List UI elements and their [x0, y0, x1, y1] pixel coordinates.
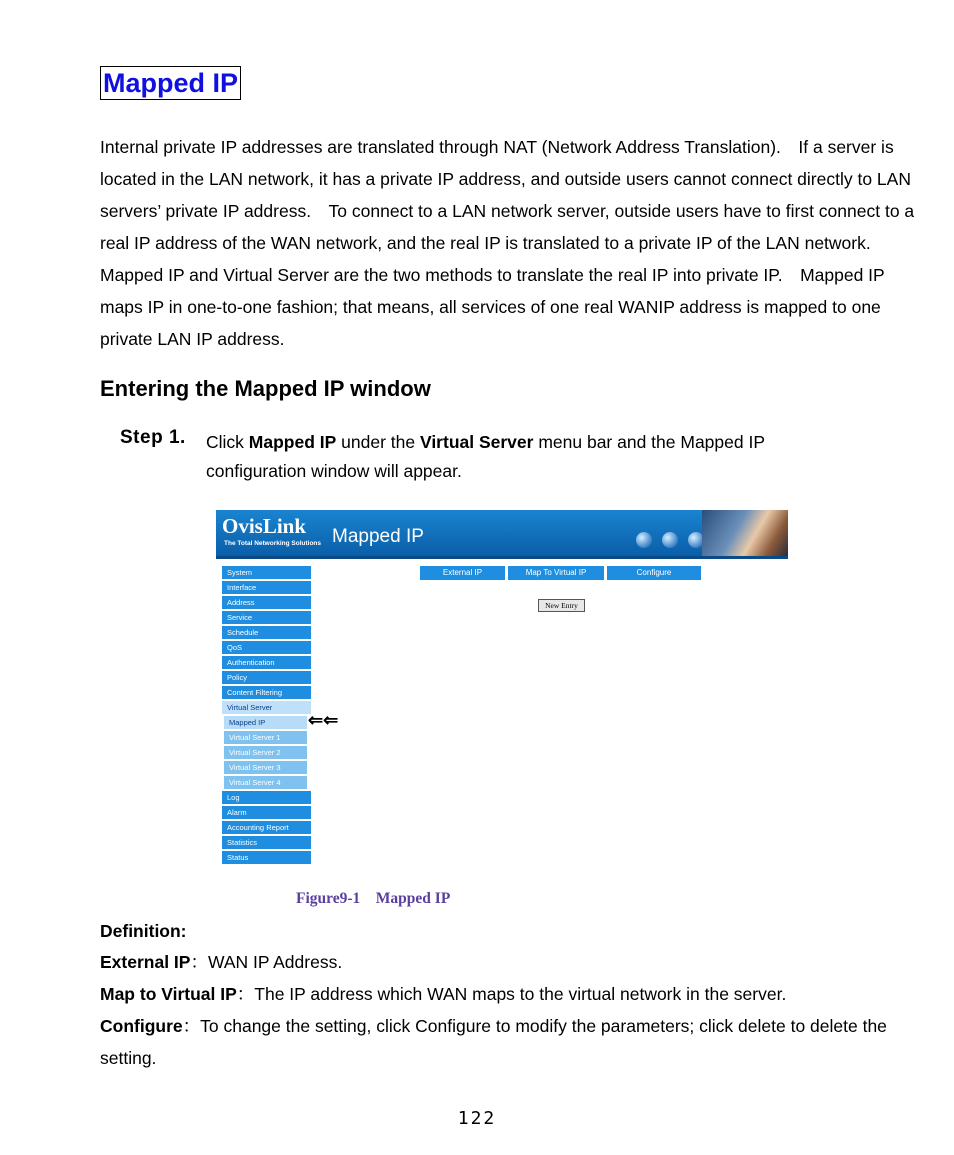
- mapped-ip-screenshot: [216, 510, 788, 874]
- definition-map-to-virtual-ip: Map to Virtual IP：The IP address which WAN maps to the virtual network in the server.: [100, 984, 787, 1004]
- sidebar-menu: [222, 566, 311, 866]
- menu-item-service[interactable]: Service: [222, 611, 311, 624]
- menu-item-authentication[interactable]: Authentication: [222, 656, 311, 669]
- menu-item-statistics[interactable]: Statistics: [222, 836, 311, 849]
- pointer-arrows-icon: ⇐⇐: [308, 710, 339, 730]
- menu-item-status[interactable]: Status: [222, 851, 311, 864]
- column-header-map-to-virtual-ip: Map To Virtual IP: [508, 566, 604, 580]
- submenu-item-mapped-ip[interactable]: Mapped IP: [224, 716, 307, 729]
- ovislink-logo: OvisLink: [222, 514, 307, 538]
- submenu-item-virtual-server-3[interactable]: Virtual Server 3: [224, 761, 307, 774]
- logo-tagline: The Total Networking Solutions: [224, 540, 322, 547]
- menu-item-schedule[interactable]: Schedule: [222, 626, 311, 639]
- menu-item-virtual-server[interactable]: Virtual Server: [222, 701, 311, 714]
- definition-configure: Configure：To change the setting, click Configure to modify the parameters; click delete to delete the setting.: [100, 1016, 887, 1068]
- menu-item-policy[interactable]: Policy: [222, 671, 311, 684]
- menu-item-content-filtering[interactable]: Content Filtering: [222, 686, 311, 699]
- submenu-item-virtual-server-4[interactable]: Virtual Server 4: [224, 776, 307, 789]
- menu-item-alarm[interactable]: Alarm: [222, 806, 311, 819]
- figure-caption: Figure9-1 Mapped IP: [296, 890, 451, 907]
- globe-icon: [636, 532, 652, 548]
- banner-title: Mapped IP: [332, 526, 424, 547]
- menu-item-accounting-report[interactable]: Accounting Report: [222, 821, 311, 834]
- menu-item-qos[interactable]: QoS: [222, 641, 311, 654]
- banner-photo: [702, 510, 788, 556]
- menu-item-address[interactable]: Address: [222, 596, 311, 609]
- definition-external-ip: External IP：WAN IP Address.: [100, 952, 343, 972]
- section-heading: Entering the Mapped IP window: [100, 376, 431, 401]
- menu-item-log[interactable]: Log: [222, 791, 311, 804]
- submenu-item-virtual-server-2[interactable]: Virtual Server 2: [224, 746, 307, 759]
- banner: [216, 510, 788, 559]
- menu-item-system[interactable]: System: [222, 566, 311, 579]
- definition-heading: Definition:: [100, 921, 187, 941]
- intro-paragraph: Internal private IP addresses are translated through NAT (Network Address Translation). If a server is located in the LAN network, it has a private IP address, and outside users cannot connect directly to LAN servers’ private IP address. To connect to a LAN network server, outside users have to first connect to a real IP address of the WAN network, and the real IP is translated to a private IP of the LAN network. Mapped IP and Virtual Server are the two methods to translate the real IP into private IP. Mapped IP maps IP in one-to-one fashion; that means, all services of one real WANIP address is mapped to one private LAN IP address.: [100, 137, 915, 349]
- menu-item-interface[interactable]: Interface: [222, 581, 311, 594]
- page-number: 122: [457, 1108, 497, 1129]
- submenu-item-virtual-server-1[interactable]: Virtual Server 1: [224, 731, 307, 744]
- step-label: Step 1.: [120, 427, 186, 448]
- column-header-configure: Configure: [607, 566, 701, 580]
- new-entry-button[interactable]: New Entry: [538, 599, 585, 612]
- globe-icon: [662, 532, 678, 548]
- column-header-external-ip: External IP: [420, 566, 505, 580]
- step-text: Click Mapped IP under the Virtual Server menu bar and the Mapped IP configuration window will appear.: [206, 432, 765, 481]
- page-title: Mapped IP: [100, 66, 241, 100]
